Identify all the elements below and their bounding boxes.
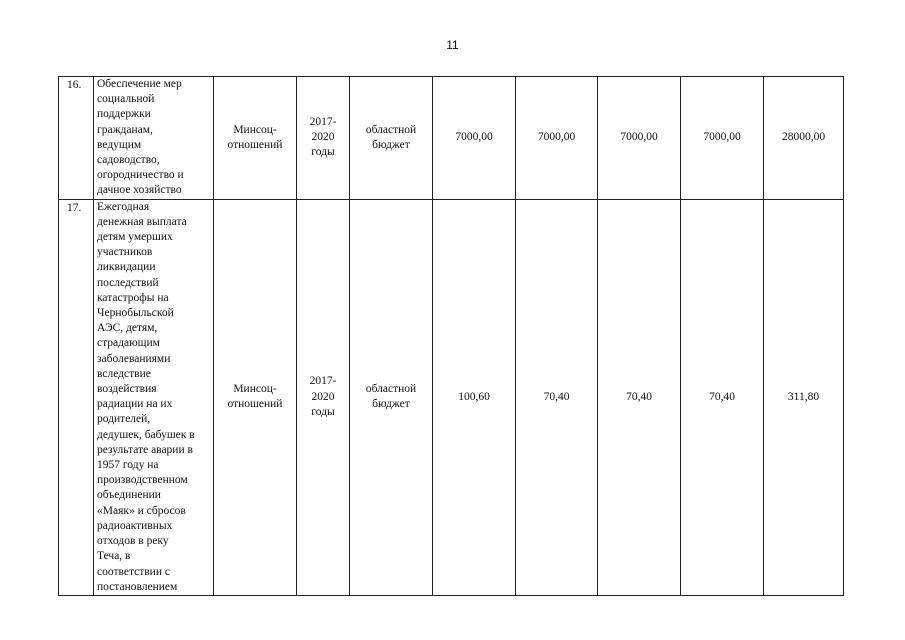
period-cell: 2017- 2020 годы [297, 199, 350, 595]
funding-source-cell: областной бюджет [350, 77, 433, 200]
amount-2017: 100,60 [433, 199, 516, 595]
amount-2020: 7000,00 [681, 77, 764, 200]
executor-cell: Минсоц- отношений [214, 77, 297, 200]
row-number: 17. [59, 199, 94, 595]
amount-2017: 7000,00 [433, 77, 516, 200]
table-row [59, 77, 844, 200]
measure-name: Ежегодная денежная выплата детям умерших участников ликвидации последствий катастрофы на Чернобыльской АЭС, детям, страдающим заболеваниями вследствие воздействия радиации на их родителей, дедушек, бабушек в результате аварии в 1957 году на производственном объединении «Маяк» и сбросов радиоактивных отходов в реку Теча, в соответствии с постановлением [94, 199, 214, 595]
page-number: 11 [446, 38, 459, 52]
amount-total: 28000,00 [764, 77, 844, 200]
program-measures-table [58, 76, 844, 596]
amount-2019: 7000,00 [598, 77, 681, 200]
funding-source-cell: областной бюджет [350, 199, 433, 595]
amount-2018: 70,40 [516, 199, 598, 595]
amount-2020: 70,40 [681, 199, 764, 595]
executor-cell: Минсоц- отношений [214, 199, 297, 595]
amount-total: 311,80 [764, 199, 844, 595]
amount-2019: 70,40 [598, 199, 681, 595]
measure-name: Обеспечение мер социальной поддержки гражданам, ведущим садоводство, огородничество и дачное хозяйство [94, 77, 214, 200]
amount-2018: 7000,00 [516, 77, 598, 200]
table-row [59, 199, 844, 595]
row-number: 16. [59, 77, 94, 200]
period-cell: 2017- 2020 годы [297, 77, 350, 200]
